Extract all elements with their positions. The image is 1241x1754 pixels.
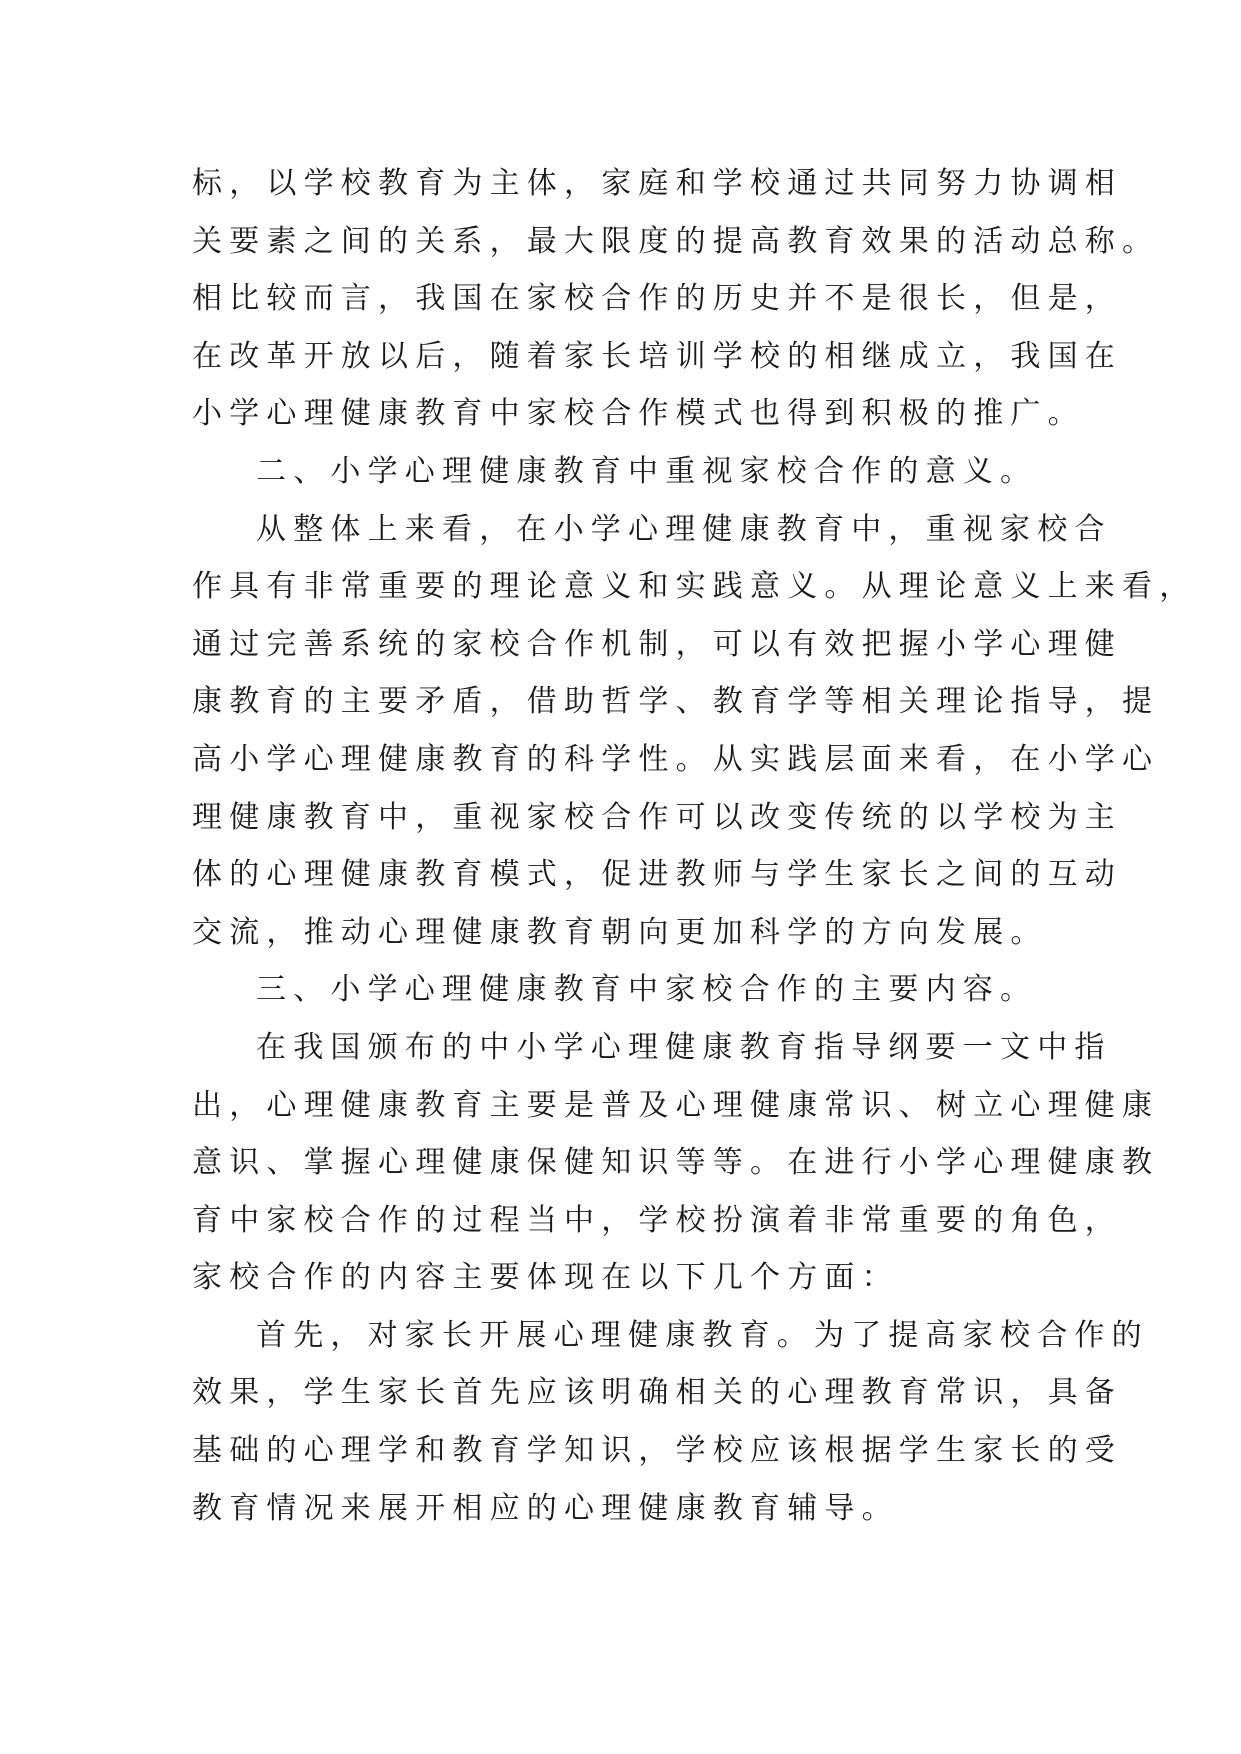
text-line: 意识、掌握心理健康保健知识等等。在进行小学心理健康教: [192, 1145, 1160, 1181]
text-line: 标，以学校教育为主体，家庭和学校通过共同努力协调相: [192, 166, 1122, 201]
text-line: 关要素之间的关系，最大限度的提高教育效果的活动总称。: [192, 223, 1160, 259]
text-line: 康教育的主要矛盾，借助哲学、教育学等相关理论指导，提: [192, 684, 1160, 720]
text-line: 体的心理健康教育模式，促进教师与学生家长之间的互动: [192, 857, 1122, 893]
paragraph-start: 在我国颁布的中小学心理健康教育指导纲要一文中指: [256, 1029, 1112, 1065]
text-line: 相比较而言，我国在家校合作的历史并不是很长，但是，: [192, 281, 1122, 317]
text-line: 家校合作的内容主要体现在以下几个方面：: [192, 1260, 899, 1296]
paragraph-start: 从整体上来看，在小学心理健康教育中，重视家校合: [256, 511, 1112, 547]
text-line: 在改革开放以后，随着家长培训学校的相继成立，我国在: [192, 338, 1122, 374]
paragraph-start: 首先，对家长开展心理健康教育。为了提高家校合作的: [256, 1317, 1149, 1353]
text-line: 理健康教育中，重视家校合作可以改变传统的以学校为主: [192, 799, 1122, 835]
text-line: 基础的心理学和教育学知识，学校应该根据学生家长的受: [192, 1433, 1122, 1469]
text-line: 育中家校合作的过程当中，学校扮演着非常重要的角色，: [192, 1202, 1122, 1238]
text-line: 高小学心理健康教育的科学性。从实践层面来看，在小学心: [192, 741, 1160, 777]
text-line: 教育情况来展开相应的心理健康教育辅导。: [192, 1490, 899, 1526]
text-line: 交流，推动心理健康教育朝向更加科学的方向发展。: [192, 914, 1048, 950]
text-line: 小学心理健康教育中家校合作模式也得到积极的推广。: [192, 396, 1085, 432]
text-line: 效果，学生家长首先应该明确相关的心理教育常识，具备: [192, 1375, 1122, 1411]
text-line: 作具有非常重要的理论意义和实践意义。从理论意义上来看，: [192, 569, 1197, 605]
document-body: [192, 155, 1197, 1537]
text-line: 出，心理健康教育主要是普及心理健康常识、树立心理健康: [192, 1087, 1160, 1123]
text-line: 通过完善系统的家校合作机制，可以有效把握小学心理健: [192, 626, 1122, 662]
section-heading: 二、小学心理健康教育中重视家校合作的意义。: [256, 453, 1038, 489]
section-heading: 三、小学心理健康教育中家校合作的主要内容。: [256, 972, 1038, 1008]
